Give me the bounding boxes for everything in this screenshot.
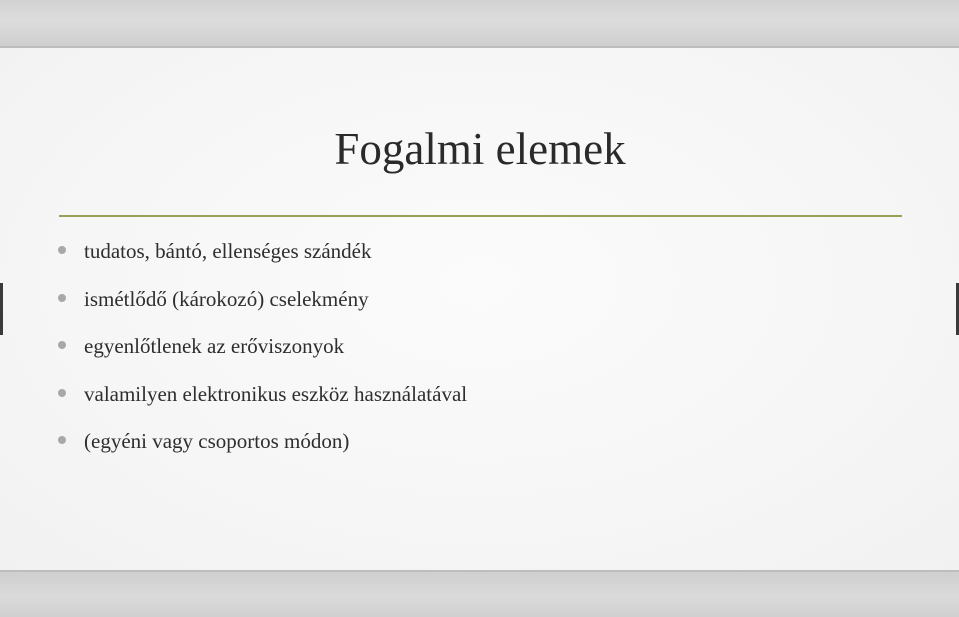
bullet-dot-icon	[58, 341, 66, 349]
bottom-band	[0, 572, 959, 617]
bullet-dot-icon	[58, 389, 66, 397]
bullet-item	[56, 236, 916, 284]
bullet-text: valamilyen elektronikus eszköz használatával	[84, 381, 468, 406]
bullet-dot-icon	[58, 246, 66, 254]
slide-title: Fogalmi elemek	[334, 124, 626, 174]
bullet-text: egyenlőtlenek az erőviszonyok	[84, 334, 345, 358]
bullet-dot-icon	[58, 436, 66, 444]
bullet-item	[56, 284, 916, 332]
bullet-item	[56, 331, 916, 379]
bullet-list	[56, 236, 916, 474]
bullet-text: ismétlődő (károkozó) cselekmény	[84, 286, 369, 311]
title-divider	[59, 215, 902, 217]
bullet-dot-icon	[58, 294, 66, 302]
bullet-text: tudatos, bántó, ellenséges szándék	[84, 239, 372, 263]
bullet-item	[56, 379, 916, 427]
bullet-text: (egyéni vagy csoportos módon)	[84, 429, 350, 453]
top-band	[0, 0, 959, 46]
left-edge-marker	[0, 283, 3, 335]
bullet-item	[56, 426, 916, 474]
